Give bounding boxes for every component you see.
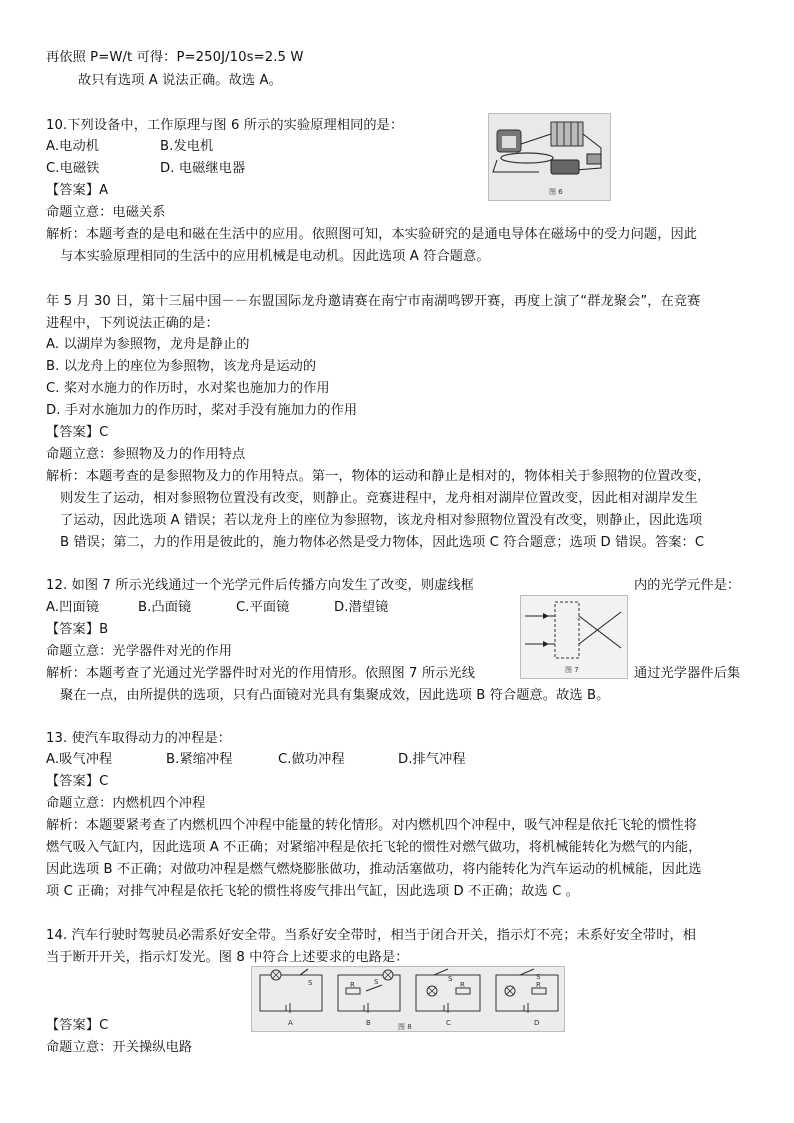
analysis-text: 解析：本题要紧考查了内燃机四个冲程中能量的转化情形。对内燃机四个冲程中，吸气冲程是依托飞轮的惯性将	[46, 818, 698, 833]
circuit-label-d: D	[534, 1019, 540, 1027]
analysis-text: 通过光学器件后集	[634, 666, 741, 681]
switch-label: S	[308, 979, 313, 987]
circuit-c	[416, 969, 480, 1027]
option-b: B.发电机	[160, 139, 214, 154]
analysis-text: 聚在一点，由所提供的选项，只有凸面镜对光具有集聚成效，因此选项 B 符合题意。故选 B。	[60, 688, 610, 703]
option-c: C. 桨对水施力的作历时，水对桨也施加力的作用	[46, 381, 330, 396]
option-a: A.电动机	[46, 139, 100, 154]
analysis-text: 解析：本题考查的是电和磁在生活中的应用。依照图可知，本实验研究的是通电导体在磁场中的受力问题，因此	[46, 227, 698, 242]
option-d: D.潜望镜	[334, 600, 389, 615]
circuit-label-a: A	[288, 1019, 293, 1027]
answer-label: 【答案】C	[46, 1018, 109, 1033]
question-10-stem: 10.下列设备中，工作原理与图 6 所示的实验原理相同的是：	[46, 118, 404, 133]
figure-caption: 图 7	[565, 666, 579, 674]
option-a: A.吸气冲程	[46, 752, 113, 767]
resistor-label: R	[350, 981, 355, 989]
analysis-text: 因此选项 B 不正确；对做功冲程是燃气燃烧膨胀做功，推动活塞做功，将内能转化为汽车运动的机械能，因此选	[46, 862, 702, 877]
answer-label: 【答案】C	[46, 774, 109, 789]
analysis-text: 了运动，因此选项 A 错误；若以龙舟上的座位为参照物，该龙舟相对参照物位置没有改变，则静止，因此选项	[60, 513, 703, 528]
figure-6-electromagnet-apparatus	[488, 113, 611, 201]
analysis-text: 燃气吸入气缸内，因此选项 A 不正确；对紧缩冲程是依托飞轮的惯性对燃气做功，将机械能转化为燃气的内能，	[46, 840, 702, 855]
text-line: 故只有选项 A 说法正确。故选 A。	[78, 73, 282, 88]
question-14-stem: 14. 汽车行驶时驾驶员必需系好安全带。当系好安全带时，相当于闭合开关，指示灯不亮；未系好安全带时，相	[46, 928, 697, 943]
option-d: D. 手对水施加力的作历时，桨对手没有施加力的作用	[46, 403, 358, 418]
text-line: 再依照 P=W/t 可得：P=250J/10s=2.5 W	[46, 50, 304, 65]
figure-8-circuits	[251, 966, 565, 1032]
analysis-text: 与本实验原理相同的生活中的应用机械是电动机。因此选项 A 符合题意。	[60, 249, 490, 264]
option-b: B.紧缩冲程	[166, 752, 233, 767]
question-11-stem: 年 5 月 30 日，第十三届中国－－东盟国际龙舟邀请赛在南宁市南湖鸣锣开赛，再度上演了“群龙聚会”，在竞赛	[46, 294, 701, 309]
switch-label: S	[448, 975, 453, 983]
question-12-stem-cont: 内的光学元件是：	[634, 578, 741, 593]
option-c: C.做功冲程	[278, 752, 345, 767]
intent-label: 命题立意：内燃机四个冲程	[46, 796, 206, 811]
analysis-text: 则发生了运动，相对参照物位置没有改变，则静止。竞赛进程中，龙舟相对湖岸位置改变，因此相对湖岸发生	[60, 491, 698, 506]
question-13-stem: 13. 使汽车取得动力的冲程是：	[46, 731, 232, 746]
intent-label: 命题立意：开关操纵电路	[46, 1040, 193, 1055]
question-12-stem: 12. 如图 7 所示光线通过一个光学元件后传播方向发生了改变，则虚线框	[46, 578, 474, 593]
intent-label: 命题立意：电磁关系	[46, 205, 166, 220]
figure-7-light-rays	[520, 595, 628, 679]
circuit-label-c: C	[446, 1019, 451, 1027]
option-b: B. 以龙舟上的座位为参照物，该龙舟是运动的	[46, 359, 317, 374]
question-14-stem-cont: 当于断开开关，指示灯发光。图 8 中符合上述要求的电路是：	[46, 950, 409, 965]
option-c: C.平面镜	[236, 600, 290, 615]
option-a: A. 以湖岸为参照物，龙舟是静止的	[46, 337, 250, 352]
switch-label: S	[374, 978, 379, 986]
option-d: D. 电磁继电器	[160, 161, 246, 176]
analysis-text: 解析：本题考查的是参照物及力的作用特点。第一，物体的运动和静止是相对的，物体相关于参照物的位置改变，	[46, 469, 711, 484]
intent-label: 命题立意：参照物及力的作用特点	[46, 447, 246, 462]
answer-label: 【答案】A	[46, 183, 109, 198]
circuit-b	[338, 970, 400, 1027]
intent-label: 命题立意：光学器件对光的作用	[46, 644, 233, 659]
analysis-text: B 错误；第二，力的作用是彼此的，施力物体必然是受力物体，因此选项 C 符合题意；选项 D 错误。答案：C	[60, 535, 705, 550]
switch-label: S	[536, 973, 541, 981]
resistor-label: R	[536, 981, 541, 989]
resistor-label: R	[460, 981, 465, 989]
circuit-label-b: B	[366, 1019, 371, 1027]
figure-caption: 图 8	[398, 1023, 412, 1031]
analysis-text: 解析：本题考查了光通过光学器件时对光的作用情形。依照图 7 所示光线	[46, 666, 475, 681]
circuit-a	[260, 969, 322, 1027]
figure-caption: 图 6	[549, 188, 563, 196]
answer-label: 【答案】B	[46, 622, 109, 637]
option-c: C.电磁铁	[46, 161, 100, 176]
analysis-text: 项 C 正确；对排气冲程是依托飞轮的惯性将废气排出气缸，因此选项 D 不正确；故选 C 。	[46, 884, 579, 899]
option-d: D.排气冲程	[398, 752, 466, 767]
question-11-stem-cont: 进程中，下列说法正确的是：	[46, 316, 219, 331]
option-a: A.凹面镜	[46, 600, 100, 615]
option-b: B.凸面镜	[138, 600, 192, 615]
circuit-d	[496, 969, 558, 1027]
answer-label: 【答案】C	[46, 425, 109, 440]
